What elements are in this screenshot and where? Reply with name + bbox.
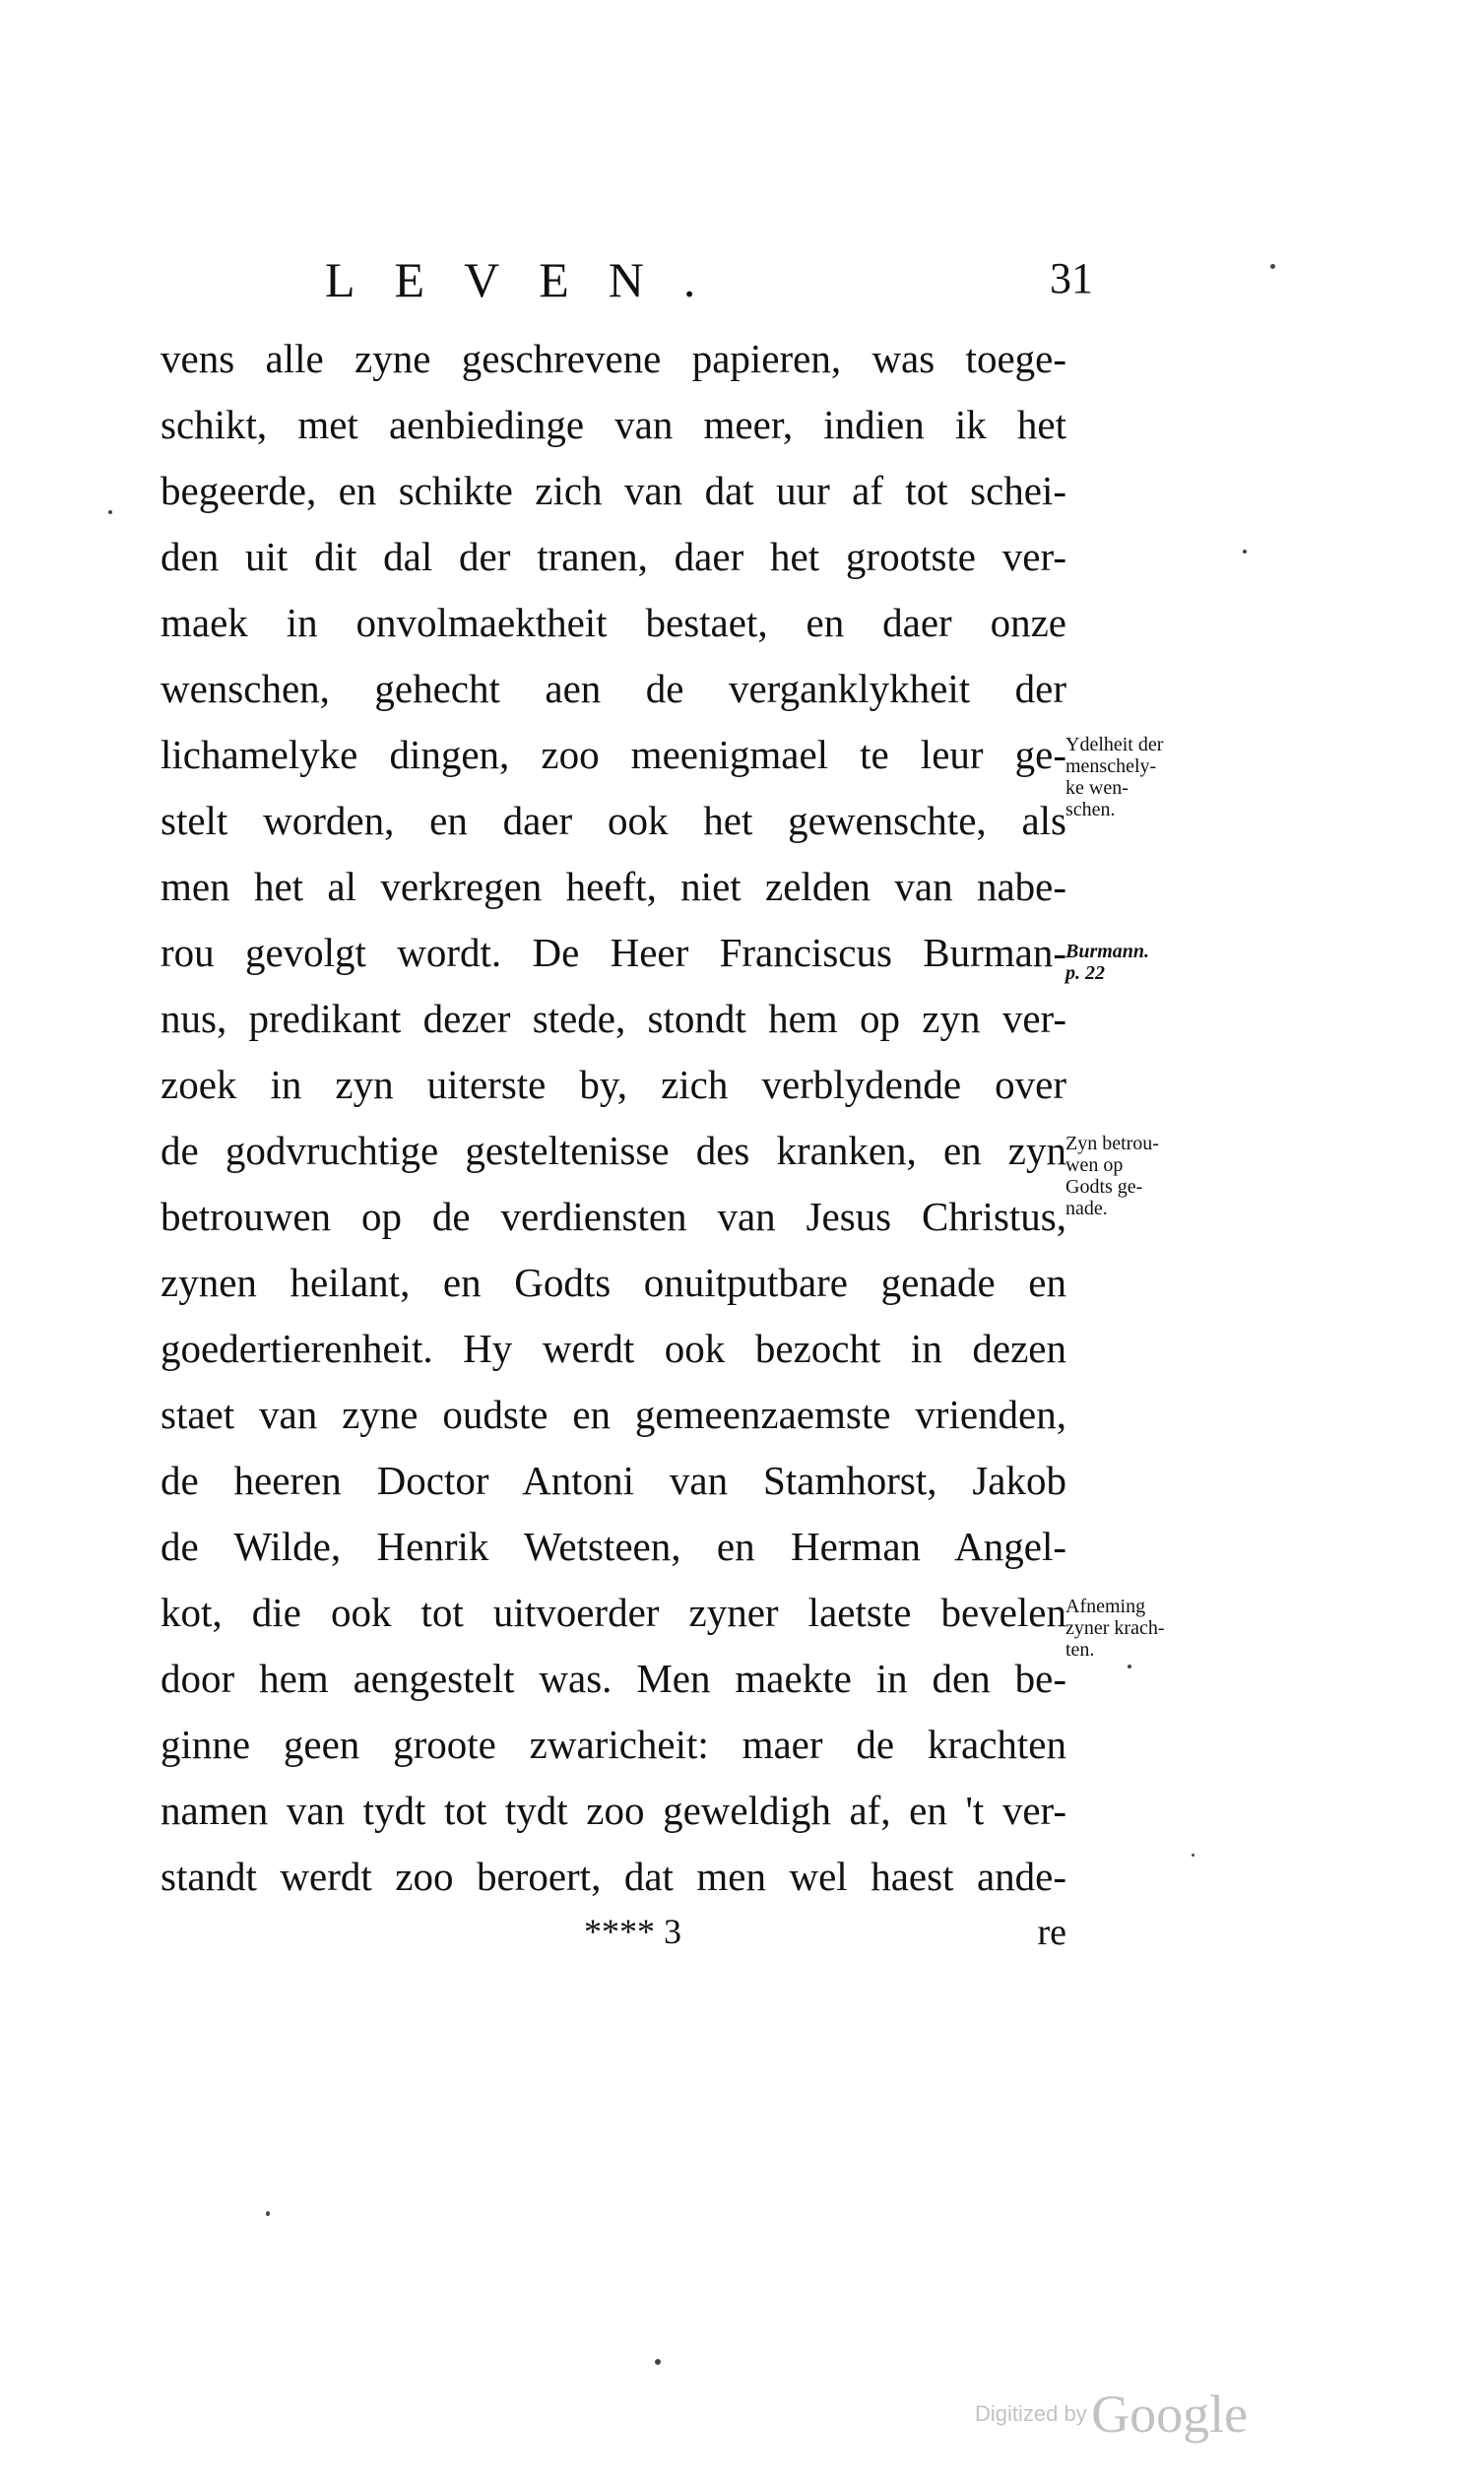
catchword: re xyxy=(1037,1912,1066,1953)
digitization-watermark xyxy=(975,2384,1248,2445)
scan-speck xyxy=(266,2211,270,2216)
scan-speck xyxy=(1243,550,1247,554)
text-line: stelt worden, en daer ook het gewenschte, als xyxy=(161,798,1066,843)
margin-note-line: Zyn betrou- xyxy=(1065,1133,1159,1154)
margin-note-line: p. 22 xyxy=(1065,962,1105,984)
margin-note-line: ke wen- xyxy=(1065,777,1129,799)
text-line: goedertierenheit. Hy werdt ook bezocht in dezen xyxy=(161,1326,1066,1371)
text-line: rou gevolgt wordt. De Heer Franciscus Burman- xyxy=(161,930,1066,975)
scan-speck xyxy=(1128,1665,1131,1668)
text-line: schikt, met aenbiedinge van meer, indien ik het xyxy=(161,402,1066,447)
margin-note xyxy=(1065,1133,1233,1219)
text-line: namen van tydt tot tydt zoo geweldigh af, en 't ver- xyxy=(161,1788,1066,1833)
signature-mark: **** 3 xyxy=(584,1912,681,1951)
margin-note-line: Ydelheit der xyxy=(1065,734,1164,755)
text-line: de heeren Doctor Antoni van Stamhorst, Jakob xyxy=(161,1458,1066,1503)
margin-note xyxy=(1065,1596,1233,1661)
margin-note-line: wen op xyxy=(1065,1154,1124,1176)
watermark-prefix: Digitized by xyxy=(975,2401,1087,2426)
scan-speck xyxy=(1192,1854,1194,1857)
text-line: standt werdt zoo beroert, dat men wel haest ande- xyxy=(161,1854,1066,1899)
margin-note-line: schen. xyxy=(1065,799,1116,820)
text-line: staet van zyne oudste en gemeenzaemste vrienden, xyxy=(161,1392,1066,1437)
running-title: LEVEN. xyxy=(325,252,736,307)
scan-speck xyxy=(1270,264,1275,269)
margin-note-line: Godts ge- xyxy=(1065,1176,1143,1198)
text-line: ginne geen groote zwaricheit: maer de krachten xyxy=(161,1722,1066,1767)
page-header xyxy=(325,251,1093,320)
watermark-brand: Google xyxy=(1091,2385,1249,2444)
text-line: zoek in zyn uiterste by, zich verblydende over xyxy=(161,1062,1066,1107)
text-line: door hem aengestelt was. Men maekte in den be- xyxy=(161,1656,1066,1701)
text-line: kot, die ook tot uitvoerder zyner laetste bevelen xyxy=(161,1590,1066,1635)
margin-note-line: ten. xyxy=(1065,1639,1095,1661)
margin-note-line: Burmann. xyxy=(1065,941,1150,962)
page-number: 31 xyxy=(1050,254,1093,302)
text-line: begeerde, en schikte zich van dat uur af tot schei- xyxy=(161,468,1066,513)
scan-speck xyxy=(655,2359,661,2365)
text-line: maek in onvolmaektheit bestaet, en daer onze xyxy=(161,600,1066,645)
margin-note xyxy=(1065,941,1233,984)
margin-note-line: Afneming xyxy=(1065,1596,1146,1617)
text-line: de Wilde, Henrik Wetsteen, en Herman Angel- xyxy=(161,1524,1066,1569)
text-line: zynen heilant, en Godts onuitputbare genade en xyxy=(161,1260,1066,1305)
text-line: vens alle zyne geschrevene papieren, was toege- xyxy=(161,336,1066,381)
scan-speck xyxy=(108,510,112,514)
text-line: betrouwen op de verdiensten van Jesus Christus, xyxy=(161,1194,1066,1239)
margin-note xyxy=(1065,734,1233,820)
text-line: nus, predikant dezer stede, stondt hem op zyn ver- xyxy=(161,996,1066,1041)
text-line: de godvruchtige gesteltenisse des kranken, en zyn xyxy=(161,1128,1066,1173)
margin-note-line: zyner krach- xyxy=(1065,1617,1165,1639)
text-line: den uit dit dal der tranen, daer het grootste ver- xyxy=(161,534,1066,579)
text-line: lichamelyke dingen, zoo meenigmael te leur ge- xyxy=(161,732,1066,777)
page-footer xyxy=(161,1911,1066,1970)
margin-note-line: nade. xyxy=(1065,1198,1108,1219)
margin-note-line: menschely- xyxy=(1065,755,1157,777)
text-line: men het al verkregen heeft, niet zelden van nabe- xyxy=(161,864,1066,909)
text-line: wenschen, gehecht aen de verganklykheit der xyxy=(161,666,1066,711)
